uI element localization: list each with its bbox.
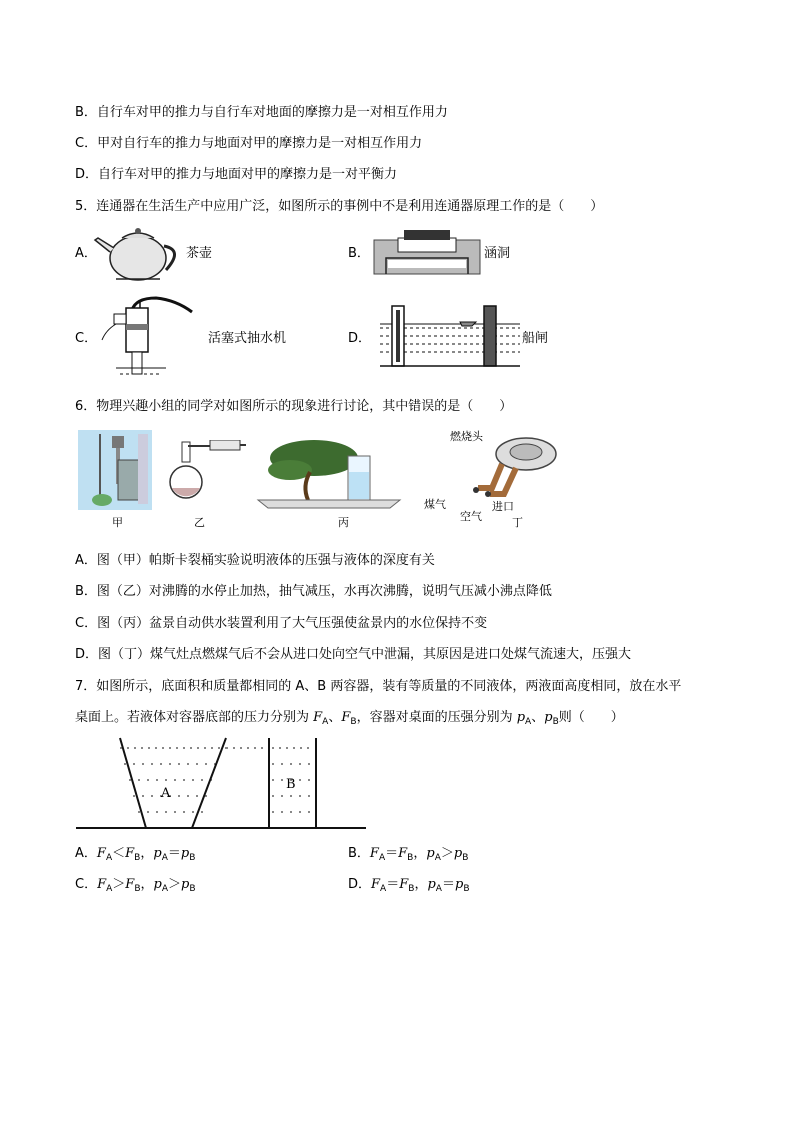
q7-stem-line1: 7．如图所示，底面积和质量都相同的 A、B 两容器，装有等质量的不同液体，两液面高度相同，放在水平: [75, 679, 682, 694]
stove-inlet-label: 进口: [492, 500, 514, 513]
q7-option-b: B．$F_A=F_B$，$p_A>p_B$: [348, 846, 469, 863]
q6-option-b: B．图（乙）对沸腾的水停止加热，抽气减压，水再次沸腾，说明气压减小沸点降低: [75, 584, 552, 599]
bonsai-water-supply-figure: [254, 432, 404, 512]
q7-option-c: C．$F_A>F_B$，$p_A>p_B$: [75, 877, 196, 894]
q5-stem: 5．连通器在生活生产中应用广泛，如图所示的事例中不是利用连通器原理工作的是（ ）: [75, 199, 604, 214]
q6-option-a: A．图（甲）帕斯卡裂桶实验说明液体的压强与液体的深度有关: [75, 553, 435, 568]
q6-option-d: D．图（丁）煤气灶点燃煤气后不会从进口处向空气中泄漏，其原因是进口处煤气流速大，压强大: [75, 647, 632, 662]
stove-burner-label: 燃烧头: [450, 430, 483, 443]
culvert-figure: [372, 228, 482, 276]
q4-option-c: C．甲对自行车的推力与地面对甲的摩擦力是一对相互作用力: [75, 136, 423, 151]
ship-lock-figure: [380, 300, 520, 372]
q5-option-a-label: 茶壶: [186, 246, 213, 261]
q6-caption-yi: 乙: [194, 516, 205, 529]
q5-option-d-letter: D．: [348, 331, 372, 346]
stove-gas-label: 煤气: [424, 498, 446, 511]
q5-option-c-label: 活塞式抽水机: [208, 331, 287, 346]
container-a-label: A: [161, 786, 171, 801]
pascal-barrel-figure: [78, 430, 152, 510]
container-b-label: B: [286, 777, 296, 792]
q5-option-d-label: 船闸: [522, 331, 549, 346]
q7-option-d: D．$F_A=F_B$，$p_A=p_B$: [348, 877, 470, 894]
flask-vacuum-figure: [166, 440, 246, 510]
q5-option-b-letter: B．: [348, 246, 370, 261]
q6-caption-ding: 丁: [512, 516, 523, 529]
teapot-figure: [92, 222, 187, 282]
q5-option-a-letter: A．: [75, 246, 97, 261]
stove-air-label: 空气: [460, 510, 482, 523]
q6-option-c: C．图（丙）盆景自动供水装置利用了大气压强使盆景内的水位保持不变: [75, 616, 488, 631]
q6-caption-bing: 丙: [338, 516, 349, 529]
q5-option-b-label: 涵洞: [484, 246, 511, 261]
q5-option-c-letter: C．: [75, 331, 98, 346]
q4-option-d: D．自行车对甲的推力与地面对甲的摩擦力是一对平衡力: [75, 167, 398, 182]
q6-stem: 6．物理兴趣小组的同学对如图所示的现象进行讨论，其中错误的是（ ）: [75, 399, 513, 414]
q7-option-a: A．$F_A<F_B$，$p_A=p_B$: [75, 846, 196, 863]
q6-caption-jia: 甲: [112, 516, 123, 529]
piston-pump-figure: [96, 290, 196, 380]
q4-option-b: B．自行车对甲的推力与自行车对地面的摩擦力是一对相互作用力: [75, 105, 448, 120]
containers-figure: [76, 736, 366, 832]
q7-stem-line2: 桌面上。若液体对容器底部的压力分别为 $F_A$、$F_B$，容器对桌面的压强分别为 $p_A$、$p_B$则（ ）: [75, 710, 624, 727]
